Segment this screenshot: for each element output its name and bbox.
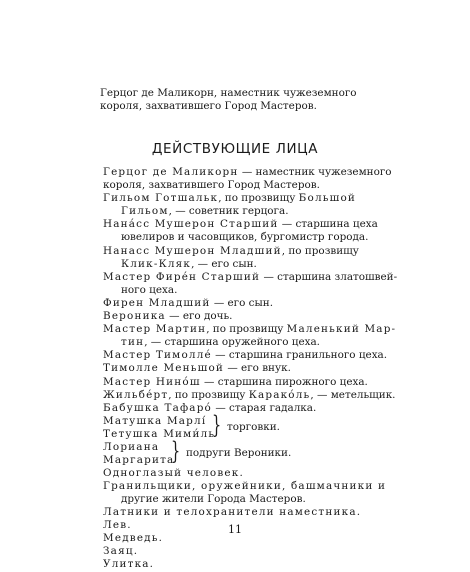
list-item	[103, 480, 393, 506]
character-desc: ного цеха.	[121, 283, 178, 296]
character-name: Фирен Младший	[103, 296, 211, 309]
character-desc: другие жители Города Мастеров.	[121, 492, 306, 505]
list-item	[103, 270, 398, 297]
list-item	[103, 376, 393, 389]
character-desc: — старшина гранильного цеха.	[211, 349, 388, 362]
character-desc: ювелиров и часовщиков, бургомистр города.	[121, 231, 369, 244]
character-desc: — старшина цеха	[278, 218, 378, 231]
character-name: Латники и телохранители наместника.	[103, 506, 362, 519]
character-name: Гранильщики, оружейники, башмачники и	[103, 479, 387, 492]
list-item	[103, 310, 393, 323]
character-name: Заяц.	[103, 545, 139, 558]
character-list	[103, 166, 398, 572]
page-number: 11	[228, 523, 242, 536]
character-desc: , по прозвищу	[206, 323, 287, 336]
list-item	[103, 166, 393, 192]
character-desc: , — метельщик.	[310, 388, 396, 401]
character-desc: — наместник чужеземного	[238, 166, 392, 178]
character-name: Тимолле Меньшой	[103, 362, 225, 375]
intro-line-2: короля, захватившего Город Мастеров.	[100, 100, 317, 112]
list-item	[103, 218, 393, 244]
character-name: Мастер Мартин	[103, 323, 207, 336]
character-name: Лориана	[103, 440, 160, 453]
brace-icon: }	[171, 436, 181, 465]
list-item	[103, 402, 393, 415]
character-desc: — его сын.	[210, 296, 273, 309]
character-name: Гильом Готшальк	[103, 192, 219, 205]
character-name: Тетушка Мими́ль	[103, 427, 216, 440]
character-name: Мастер Нино́ш	[103, 375, 201, 388]
character-desc: , по прозвищу	[218, 192, 299, 205]
character-group-friends	[103, 436, 393, 467]
list-item	[103, 545, 393, 558]
character-name: Нана́сс Мушерон Старший	[103, 218, 279, 231]
page-title: ДЕЙСТВУЮЩИЕ ЛИЦА	[151, 141, 319, 157]
character-name: Мастер Фире́н Старший	[103, 270, 261, 283]
character-nickname: Маленький Мар-	[286, 323, 397, 336]
list-item	[103, 349, 393, 362]
character-desc: — старая гадалка.	[212, 401, 317, 414]
character-desc: — его дочь.	[165, 310, 233, 323]
character-desc: , — советник герцога.	[168, 205, 289, 218]
list-item	[103, 506, 393, 519]
character-nickname: Карако́ль	[248, 388, 311, 401]
character-desc: — его внук.	[224, 362, 291, 375]
character-desc: , по прозвищу	[281, 244, 359, 257]
character-name: Вероника	[103, 310, 166, 323]
character-name: Жильбе́рт	[103, 388, 169, 401]
character-desc: — старшина златошвей-	[260, 270, 398, 283]
character-desc: — старшина пирожного цеха.	[200, 375, 368, 388]
brace-icon: }	[212, 410, 222, 439]
character-nickname: тин	[121, 336, 145, 349]
character-name: Маргарита	[103, 453, 175, 466]
character-desc: , по прозвищу	[168, 388, 249, 401]
list-item	[103, 245, 393, 271]
character-name: Герцог де Маликорн	[103, 166, 239, 178]
list-item	[103, 323, 397, 349]
group-label: торговки.	[227, 420, 280, 433]
character-name: Мастер Тимолле́	[103, 349, 212, 362]
character-name: Лев.	[103, 519, 132, 532]
character-desc: , — старшина оружейного цеха.	[144, 336, 320, 349]
list-item	[103, 192, 393, 218]
character-name: Одноглазый человек.	[103, 466, 244, 479]
character-group-traders	[103, 410, 393, 441]
character-nickname: Клик-Кляк	[121, 257, 192, 270]
list-item	[103, 388, 396, 402]
list-item	[103, 297, 393, 310]
intro-line-1: Герцог де Маликорн, наместник чужеземного	[100, 87, 357, 99]
character-nickname: Большой	[298, 192, 357, 205]
character-desc: короля, захватившего Город Мастеров.	[103, 179, 320, 192]
list-item	[103, 467, 393, 480]
group-label: подруги Вероники.	[186, 446, 292, 459]
character-name: Медведь.	[103, 532, 164, 545]
character-name: Улитка.	[103, 558, 155, 571]
character-name: Бабушка Тафаро́	[103, 401, 213, 414]
list-item	[103, 362, 393, 375]
character-nickname: Гильом	[121, 205, 169, 218]
character-name: Матушка Марлí	[103, 414, 207, 427]
character-name: Нанасс Мушерон Младший	[103, 244, 282, 257]
character-desc: , — его сын.	[191, 257, 257, 270]
